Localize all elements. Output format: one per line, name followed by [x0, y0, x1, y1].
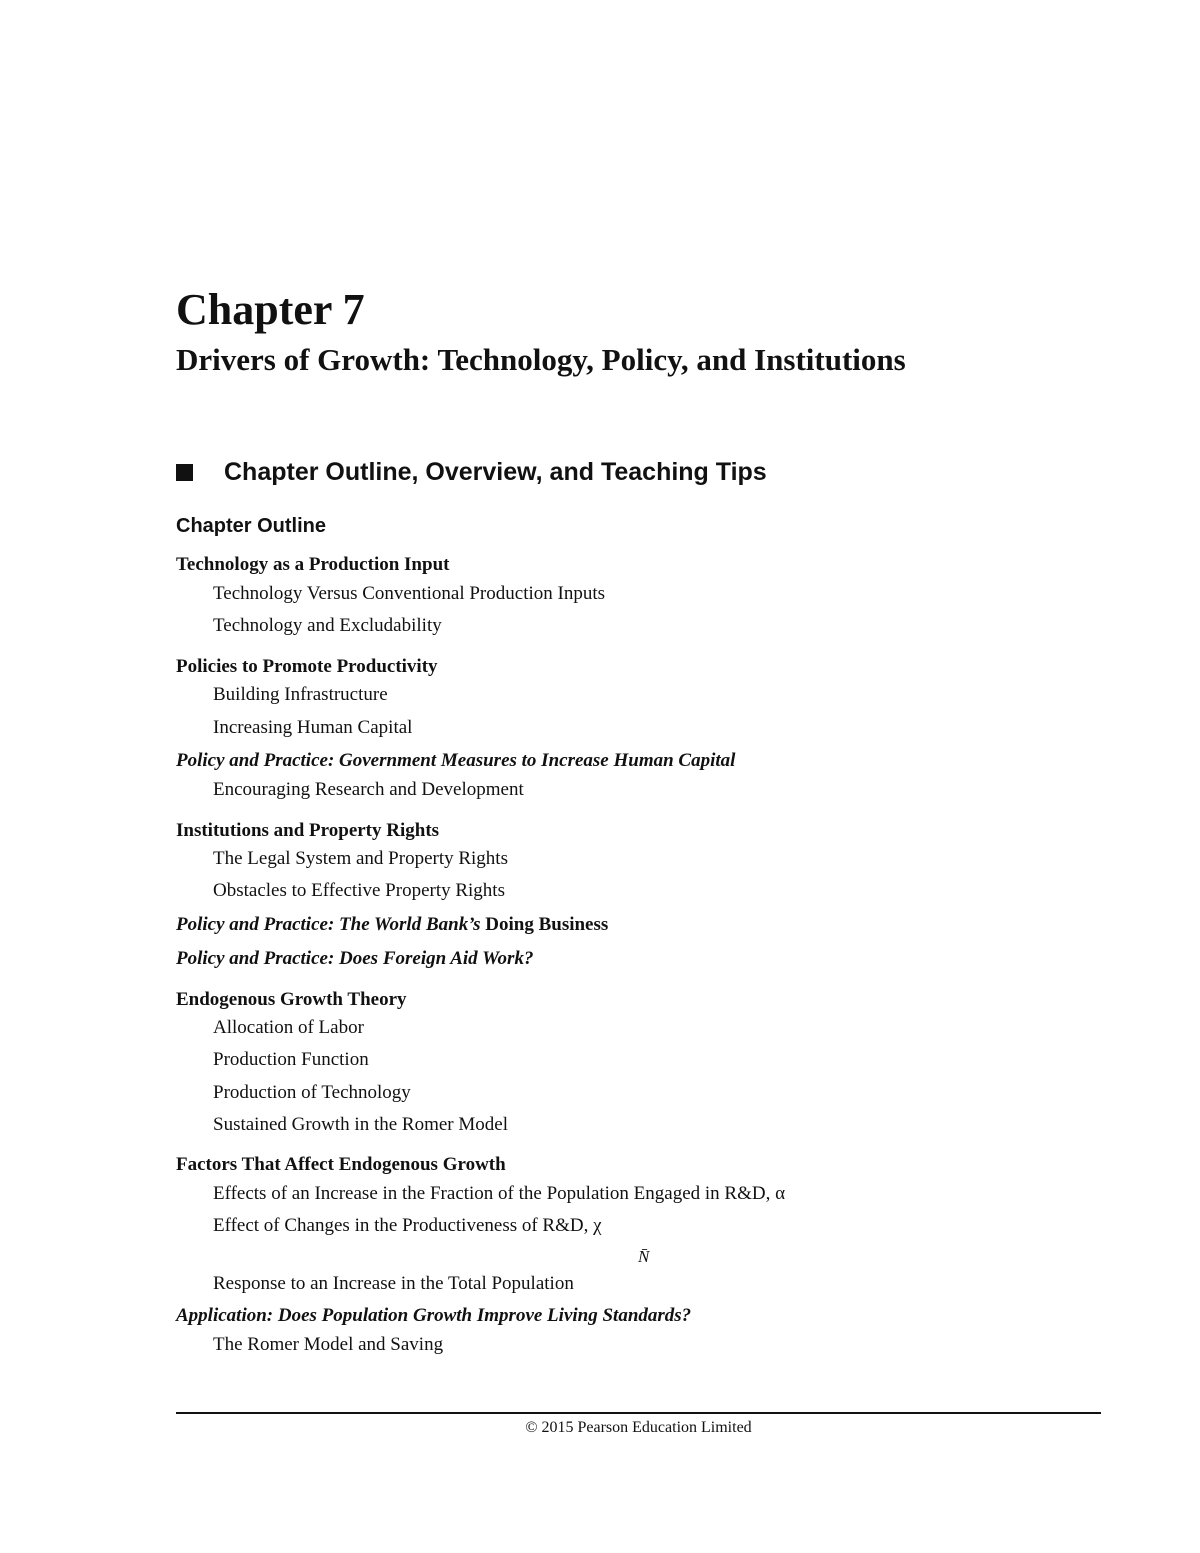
feature-italic-part: Policy and Practice: The World Bank’s [176, 914, 481, 935]
outline-item: Obstacles to Effective Property Rights [213, 880, 505, 901]
outline-feature-box [176, 912, 608, 938]
outline-item: Technology and Excludability [213, 615, 442, 636]
outline-section-heading: Institutions and Property Rights [176, 820, 440, 841]
footer-divider [176, 1412, 1101, 1414]
outline-heading: Chapter Outline [176, 515, 327, 537]
feature-italic-part: Policy and Practice: Does Foreign Aid Work? [176, 948, 534, 969]
outline-feature-box: Policy and Practice: Government Measures to Increase Human Capital [176, 750, 736, 771]
outline-item: Production of Technology [213, 1082, 411, 1103]
outline-feature-box: Application: Does Population Growth Improve Living Standards? [176, 1305, 692, 1326]
outline-item: Response to an Increase in the Total Population [213, 1273, 574, 1294]
outline-feature-box [176, 946, 533, 972]
outline-item: Effects of an Increase in the Fraction of the Population Engaged in R&D, α [213, 1183, 786, 1204]
outline-section-heading: Endogenous Growth Theory [176, 989, 407, 1010]
feature-plain-part: Doing Business [480, 914, 609, 935]
n-bar-symbol: N̄ [638, 1247, 650, 1266]
outline-item: The Romer Model and Saving [213, 1334, 444, 1355]
section-heading-text: Chapter Outline, Overview, and Teaching Tips [224, 458, 767, 486]
chapter-number: Chapter 7 [176, 285, 365, 334]
outline-section-heading: Technology as a Production Input [176, 554, 450, 575]
chapter-outline [176, 0, 1116, 1553]
outline-item: The Legal System and Property Rights [213, 848, 508, 869]
outline-section-heading: Factors That Affect Endogenous Growth [176, 1154, 506, 1175]
outline-item: Effect of Changes in the Productiveness of R&D, χ [213, 1215, 602, 1236]
outline-item: Building Infrastructure [213, 684, 388, 705]
outline-item: Sustained Growth in the Romer Model [213, 1114, 508, 1135]
outline-item: Production Function [213, 1049, 369, 1070]
chapter-title: Drivers of Growth: Technology, Policy, and Institutions [176, 342, 906, 377]
outline-item: Increasing Human Capital [213, 717, 413, 738]
outline-item: Technology Versus Conventional Production Inputs [213, 583, 606, 604]
outline-item: Allocation of Labor [213, 1017, 364, 1038]
outline-item: Encouraging Research and Development [213, 779, 524, 800]
outline-section-heading: Policies to Promote Productivity [176, 656, 438, 677]
footer-copyright: © 2015 Pearson Education Limited [525, 1419, 752, 1436]
